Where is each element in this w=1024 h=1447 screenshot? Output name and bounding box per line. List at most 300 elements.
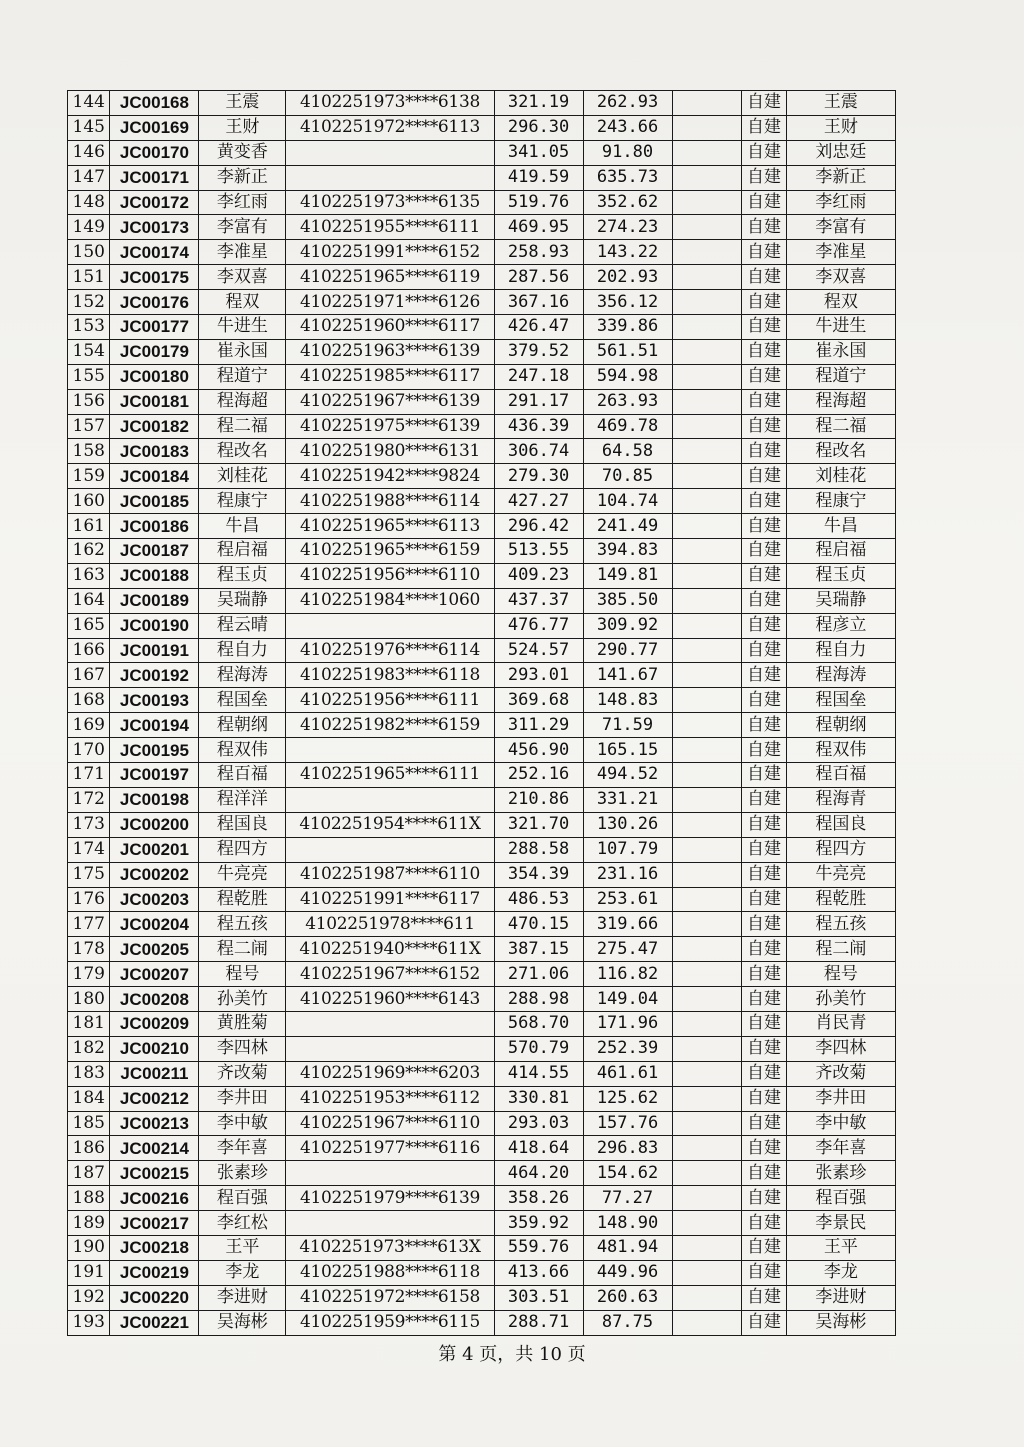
row-number-cell: 188 bbox=[68, 1186, 110, 1211]
area-value-2-cell: 481.94 bbox=[583, 1235, 672, 1260]
owner-name-cell: 刘忠廷 bbox=[786, 140, 895, 165]
owner-name-cell: 程国垒 bbox=[786, 688, 895, 713]
record-code-cell: JC00197 bbox=[110, 763, 199, 788]
area-value-2-cell: 309.92 bbox=[583, 613, 672, 638]
row-number-cell: 145 bbox=[68, 115, 110, 140]
construction-type-cell: 自建 bbox=[742, 1310, 786, 1335]
construction-type-cell: 自建 bbox=[742, 663, 786, 688]
area-value-1-cell: 247.18 bbox=[494, 364, 583, 389]
row-number-cell: 160 bbox=[68, 489, 110, 514]
applicant-name-cell: 程五孩 bbox=[199, 912, 286, 937]
area-value-2-cell: 107.79 bbox=[583, 837, 672, 862]
owner-name-cell: 程乾胜 bbox=[786, 887, 895, 912]
table-row bbox=[68, 1086, 896, 1111]
area-value-2-cell: 116.82 bbox=[583, 962, 672, 987]
table-row bbox=[68, 1186, 896, 1211]
id-number-cell: 4102251976****6114 bbox=[286, 638, 494, 663]
blank-cell bbox=[672, 1136, 742, 1161]
table-row bbox=[68, 539, 896, 564]
row-number-cell: 168 bbox=[68, 688, 110, 713]
row-number-cell: 171 bbox=[68, 763, 110, 788]
id-number-cell: 4102251973****6135 bbox=[286, 190, 494, 215]
blank-cell bbox=[672, 115, 742, 140]
id-number-cell: 4102251940****611X bbox=[286, 937, 494, 962]
row-number-cell: 182 bbox=[68, 1036, 110, 1061]
id-number-cell: 4102251942****9824 bbox=[286, 464, 494, 489]
area-value-2-cell: 149.04 bbox=[583, 987, 672, 1012]
record-code-cell: JC00173 bbox=[110, 215, 199, 240]
id-number-cell: 4102251956****6111 bbox=[286, 688, 494, 713]
applicant-name-cell: 李富有 bbox=[199, 215, 286, 240]
id-number-cell: 4102251985****6117 bbox=[286, 364, 494, 389]
area-value-2-cell: 104.74 bbox=[583, 489, 672, 514]
area-value-1-cell: 486.53 bbox=[494, 887, 583, 912]
blank-cell bbox=[672, 190, 742, 215]
area-value-2-cell: 165.15 bbox=[583, 738, 672, 763]
table-row bbox=[68, 315, 896, 340]
construction-type-cell: 自建 bbox=[742, 1061, 786, 1086]
row-number-cell: 187 bbox=[68, 1161, 110, 1186]
applicant-name-cell: 程号 bbox=[199, 962, 286, 987]
construction-type-cell: 自建 bbox=[742, 1136, 786, 1161]
area-value-2-cell: 157.76 bbox=[583, 1111, 672, 1136]
table-row bbox=[68, 1036, 896, 1061]
blank-cell bbox=[672, 713, 742, 738]
construction-type-cell: 自建 bbox=[742, 812, 786, 837]
owner-name-cell: 程五孩 bbox=[786, 912, 895, 937]
construction-type-cell: 自建 bbox=[742, 240, 786, 265]
area-value-1-cell: 296.42 bbox=[494, 514, 583, 539]
blank-cell bbox=[672, 812, 742, 837]
row-number-cell: 156 bbox=[68, 389, 110, 414]
owner-name-cell: 李双喜 bbox=[786, 265, 895, 290]
table-row bbox=[68, 738, 896, 763]
area-value-1-cell: 379.52 bbox=[494, 339, 583, 364]
table-row bbox=[68, 91, 896, 116]
construction-type-cell: 自建 bbox=[742, 514, 786, 539]
area-value-1-cell: 436.39 bbox=[494, 414, 583, 439]
area-value-2-cell: 594.98 bbox=[583, 364, 672, 389]
applicant-name-cell: 程二闹 bbox=[199, 937, 286, 962]
owner-name-cell: 张素珍 bbox=[786, 1161, 895, 1186]
row-number-cell: 164 bbox=[68, 588, 110, 613]
blank-cell bbox=[672, 1310, 742, 1335]
construction-type-cell: 自建 bbox=[742, 1186, 786, 1211]
id-number-cell: 4102251975****6139 bbox=[286, 414, 494, 439]
table-row bbox=[68, 514, 896, 539]
area-value-1-cell: 359.92 bbox=[494, 1211, 583, 1236]
applicant-name-cell: 程云晴 bbox=[199, 613, 286, 638]
owner-name-cell: 王财 bbox=[786, 115, 895, 140]
owner-name-cell: 李景民 bbox=[786, 1211, 895, 1236]
record-code-cell: JC00201 bbox=[110, 837, 199, 862]
area-value-1-cell: 330.81 bbox=[494, 1086, 583, 1111]
row-number-cell: 148 bbox=[68, 190, 110, 215]
blank-cell bbox=[672, 887, 742, 912]
area-value-2-cell: 260.63 bbox=[583, 1285, 672, 1310]
blank-cell bbox=[672, 862, 742, 887]
record-code-cell: JC00211 bbox=[110, 1061, 199, 1086]
owner-name-cell: 程双 bbox=[786, 290, 895, 315]
applicant-name-cell: 程百福 bbox=[199, 763, 286, 788]
area-value-1-cell: 456.90 bbox=[494, 738, 583, 763]
owner-name-cell: 程朝纲 bbox=[786, 713, 895, 738]
id-number-cell: 4102251973****6138 bbox=[286, 91, 494, 116]
row-number-cell: 176 bbox=[68, 887, 110, 912]
table-row bbox=[68, 787, 896, 812]
owner-name-cell: 吴瑞静 bbox=[786, 588, 895, 613]
construction-type-cell: 自建 bbox=[742, 763, 786, 788]
owner-name-cell: 牛进生 bbox=[786, 315, 895, 340]
record-code-cell: JC00220 bbox=[110, 1285, 199, 1310]
record-code-cell: JC00212 bbox=[110, 1086, 199, 1111]
area-value-2-cell: 461.61 bbox=[583, 1061, 672, 1086]
id-number-cell: 4102251965****6111 bbox=[286, 763, 494, 788]
applicant-name-cell: 程双 bbox=[199, 290, 286, 315]
blank-cell bbox=[672, 738, 742, 763]
table-row bbox=[68, 987, 896, 1012]
row-number-cell: 154 bbox=[68, 339, 110, 364]
applicant-name-cell: 李红松 bbox=[199, 1211, 286, 1236]
applicant-name-cell: 程启福 bbox=[199, 539, 286, 564]
area-value-2-cell: 148.90 bbox=[583, 1211, 672, 1236]
blank-cell bbox=[672, 987, 742, 1012]
owner-name-cell: 李红雨 bbox=[786, 190, 895, 215]
area-value-2-cell: 130.26 bbox=[583, 812, 672, 837]
area-value-2-cell: 469.78 bbox=[583, 414, 672, 439]
area-value-2-cell: 263.93 bbox=[583, 389, 672, 414]
area-value-1-cell: 418.64 bbox=[494, 1136, 583, 1161]
table-body bbox=[68, 91, 896, 1336]
table-row bbox=[68, 1310, 896, 1335]
construction-type-cell: 自建 bbox=[742, 1111, 786, 1136]
area-value-2-cell: 202.93 bbox=[583, 265, 672, 290]
applicant-name-cell: 崔永国 bbox=[199, 339, 286, 364]
record-code-cell: JC00207 bbox=[110, 962, 199, 987]
construction-type-cell: 自建 bbox=[742, 165, 786, 190]
record-code-cell: JC00169 bbox=[110, 115, 199, 140]
area-value-1-cell: 288.58 bbox=[494, 837, 583, 862]
owner-name-cell: 程海涛 bbox=[786, 663, 895, 688]
area-value-2-cell: 243.66 bbox=[583, 115, 672, 140]
row-number-cell: 178 bbox=[68, 937, 110, 962]
owner-name-cell: 崔永国 bbox=[786, 339, 895, 364]
construction-type-cell: 自建 bbox=[742, 414, 786, 439]
applicant-name-cell: 吴瑞静 bbox=[199, 588, 286, 613]
area-value-1-cell: 513.55 bbox=[494, 539, 583, 564]
area-value-2-cell: 154.62 bbox=[583, 1161, 672, 1186]
construction-type-cell: 自建 bbox=[742, 1011, 786, 1036]
table-row bbox=[68, 613, 896, 638]
applicant-name-cell: 李中敏 bbox=[199, 1111, 286, 1136]
row-number-cell: 179 bbox=[68, 962, 110, 987]
area-value-1-cell: 321.70 bbox=[494, 812, 583, 837]
area-value-1-cell: 303.51 bbox=[494, 1285, 583, 1310]
table-row bbox=[68, 1061, 896, 1086]
id-number-cell: 4102251980****6131 bbox=[286, 439, 494, 464]
table-row bbox=[68, 663, 896, 688]
blank-cell bbox=[672, 464, 742, 489]
area-value-2-cell: 385.50 bbox=[583, 588, 672, 613]
construction-type-cell: 自建 bbox=[742, 738, 786, 763]
area-value-1-cell: 288.98 bbox=[494, 987, 583, 1012]
applicant-name-cell: 程洋洋 bbox=[199, 787, 286, 812]
id-number-cell: 4102251991****6152 bbox=[286, 240, 494, 265]
applicant-name-cell: 孙美竹 bbox=[199, 987, 286, 1012]
area-value-2-cell: 319.66 bbox=[583, 912, 672, 937]
row-number-cell: 161 bbox=[68, 514, 110, 539]
id-number-cell bbox=[286, 165, 494, 190]
table-row bbox=[68, 837, 896, 862]
owner-name-cell: 程二闹 bbox=[786, 937, 895, 962]
id-number-cell bbox=[286, 837, 494, 862]
row-number-cell: 180 bbox=[68, 987, 110, 1012]
area-value-2-cell: 148.83 bbox=[583, 688, 672, 713]
record-code-cell: JC00209 bbox=[110, 1011, 199, 1036]
id-number-cell: 4102251984****1060 bbox=[286, 588, 494, 613]
owner-name-cell: 程二福 bbox=[786, 414, 895, 439]
id-number-cell: 4102251967****6110 bbox=[286, 1111, 494, 1136]
owner-name-cell: 李富有 bbox=[786, 215, 895, 240]
table-row bbox=[68, 1136, 896, 1161]
area-value-1-cell: 427.27 bbox=[494, 489, 583, 514]
owner-name-cell: 吴海彬 bbox=[786, 1310, 895, 1335]
id-number-cell: 4102251969****6203 bbox=[286, 1061, 494, 1086]
applicant-name-cell: 李双喜 bbox=[199, 265, 286, 290]
table-row bbox=[68, 165, 896, 190]
construction-type-cell: 自建 bbox=[742, 91, 786, 116]
owner-name-cell: 齐改菊 bbox=[786, 1061, 895, 1086]
table-row bbox=[68, 1260, 896, 1285]
id-number-cell: 4102251972****6113 bbox=[286, 115, 494, 140]
id-number-cell bbox=[286, 787, 494, 812]
record-code-cell: JC00208 bbox=[110, 987, 199, 1012]
construction-type-cell: 自建 bbox=[742, 439, 786, 464]
area-value-1-cell: 287.56 bbox=[494, 265, 583, 290]
id-number-cell: 4102251965****6159 bbox=[286, 539, 494, 564]
area-value-1-cell: 524.57 bbox=[494, 638, 583, 663]
construction-type-cell: 自建 bbox=[742, 613, 786, 638]
blank-cell bbox=[672, 240, 742, 265]
applicant-name-cell: 李龙 bbox=[199, 1260, 286, 1285]
area-value-2-cell: 64.58 bbox=[583, 439, 672, 464]
area-value-1-cell: 293.01 bbox=[494, 663, 583, 688]
blank-cell bbox=[672, 837, 742, 862]
blank-cell bbox=[672, 1011, 742, 1036]
blank-cell bbox=[672, 688, 742, 713]
area-value-1-cell: 367.16 bbox=[494, 290, 583, 315]
owner-name-cell: 程国良 bbox=[786, 812, 895, 837]
blank-cell bbox=[672, 165, 742, 190]
record-code-cell: JC00179 bbox=[110, 339, 199, 364]
id-number-cell: 4102251963****6139 bbox=[286, 339, 494, 364]
area-value-1-cell: 311.29 bbox=[494, 713, 583, 738]
construction-type-cell: 自建 bbox=[742, 1036, 786, 1061]
area-value-1-cell: 291.17 bbox=[494, 389, 583, 414]
construction-type-cell: 自建 bbox=[742, 588, 786, 613]
record-code-cell: JC00172 bbox=[110, 190, 199, 215]
area-value-1-cell: 464.20 bbox=[494, 1161, 583, 1186]
table-row bbox=[68, 290, 896, 315]
table-row bbox=[68, 1161, 896, 1186]
row-number-cell: 165 bbox=[68, 613, 110, 638]
blank-cell bbox=[672, 1161, 742, 1186]
row-number-cell: 175 bbox=[68, 862, 110, 887]
construction-type-cell: 自建 bbox=[742, 787, 786, 812]
area-value-1-cell: 559.76 bbox=[494, 1235, 583, 1260]
row-number-cell: 177 bbox=[68, 912, 110, 937]
id-number-cell: 4102251965****6113 bbox=[286, 514, 494, 539]
record-code-cell: JC00218 bbox=[110, 1235, 199, 1260]
area-value-2-cell: 87.75 bbox=[583, 1310, 672, 1335]
row-number-cell: 163 bbox=[68, 563, 110, 588]
applicant-name-cell: 王震 bbox=[199, 91, 286, 116]
area-value-1-cell: 437.37 bbox=[494, 588, 583, 613]
record-code-cell: JC00204 bbox=[110, 912, 199, 937]
housing-register-table bbox=[67, 90, 896, 1336]
blank-cell bbox=[672, 539, 742, 564]
area-value-2-cell: 561.51 bbox=[583, 339, 672, 364]
table-row bbox=[68, 389, 896, 414]
applicant-name-cell: 程改名 bbox=[199, 439, 286, 464]
id-number-cell: 4102251982****6159 bbox=[286, 713, 494, 738]
construction-type-cell: 自建 bbox=[742, 190, 786, 215]
table-row bbox=[68, 414, 896, 439]
blank-cell bbox=[672, 290, 742, 315]
blank-cell bbox=[672, 414, 742, 439]
table-row bbox=[68, 912, 896, 937]
area-value-1-cell: 568.70 bbox=[494, 1011, 583, 1036]
record-code-cell: JC00182 bbox=[110, 414, 199, 439]
area-value-2-cell: 70.85 bbox=[583, 464, 672, 489]
applicant-name-cell: 黄变香 bbox=[199, 140, 286, 165]
id-number-cell bbox=[286, 140, 494, 165]
row-number-cell: 167 bbox=[68, 663, 110, 688]
owner-name-cell: 李准星 bbox=[786, 240, 895, 265]
owner-name-cell: 牛亮亮 bbox=[786, 862, 895, 887]
table-row bbox=[68, 713, 896, 738]
area-value-1-cell: 296.30 bbox=[494, 115, 583, 140]
id-number-cell: 4102251978****611 bbox=[286, 912, 494, 937]
area-value-1-cell: 469.95 bbox=[494, 215, 583, 240]
applicant-name-cell: 程二福 bbox=[199, 414, 286, 439]
area-value-1-cell: 426.47 bbox=[494, 315, 583, 340]
record-code-cell: JC00205 bbox=[110, 937, 199, 962]
area-value-2-cell: 253.61 bbox=[583, 887, 672, 912]
applicant-name-cell: 程海超 bbox=[199, 389, 286, 414]
row-number-cell: 149 bbox=[68, 215, 110, 240]
construction-type-cell: 自建 bbox=[742, 638, 786, 663]
blank-cell bbox=[672, 389, 742, 414]
construction-type-cell: 自建 bbox=[742, 265, 786, 290]
area-value-1-cell: 210.86 bbox=[494, 787, 583, 812]
row-number-cell: 192 bbox=[68, 1285, 110, 1310]
area-value-1-cell: 369.68 bbox=[494, 688, 583, 713]
area-value-1-cell: 271.06 bbox=[494, 962, 583, 987]
applicant-name-cell: 王财 bbox=[199, 115, 286, 140]
record-code-cell: JC00174 bbox=[110, 240, 199, 265]
area-value-1-cell: 419.59 bbox=[494, 165, 583, 190]
blank-cell bbox=[672, 91, 742, 116]
applicant-name-cell: 黄胜菊 bbox=[199, 1011, 286, 1036]
construction-type-cell: 自建 bbox=[742, 937, 786, 962]
record-code-cell: JC00184 bbox=[110, 464, 199, 489]
applicant-name-cell: 程双伟 bbox=[199, 738, 286, 763]
area-value-1-cell: 354.39 bbox=[494, 862, 583, 887]
id-number-cell: 4102251979****6139 bbox=[286, 1186, 494, 1211]
record-code-cell: JC00198 bbox=[110, 787, 199, 812]
area-value-2-cell: 141.67 bbox=[583, 663, 672, 688]
row-number-cell: 157 bbox=[68, 414, 110, 439]
area-value-1-cell: 387.15 bbox=[494, 937, 583, 962]
record-code-cell: JC00175 bbox=[110, 265, 199, 290]
table-row bbox=[68, 937, 896, 962]
record-code-cell: JC00177 bbox=[110, 315, 199, 340]
applicant-name-cell: 程乾胜 bbox=[199, 887, 286, 912]
applicant-name-cell: 李进财 bbox=[199, 1285, 286, 1310]
construction-type-cell: 自建 bbox=[742, 315, 786, 340]
row-number-cell: 150 bbox=[68, 240, 110, 265]
area-value-1-cell: 306.74 bbox=[494, 439, 583, 464]
owner-name-cell: 程彦立 bbox=[786, 613, 895, 638]
record-code-cell: JC00180 bbox=[110, 364, 199, 389]
record-code-cell: JC00195 bbox=[110, 738, 199, 763]
id-number-cell: 4102251971****6126 bbox=[286, 290, 494, 315]
area-value-2-cell: 290.77 bbox=[583, 638, 672, 663]
table-row bbox=[68, 563, 896, 588]
area-value-1-cell: 258.93 bbox=[494, 240, 583, 265]
record-code-cell: JC00168 bbox=[110, 91, 199, 116]
owner-name-cell: 程改名 bbox=[786, 439, 895, 464]
table-row bbox=[68, 1211, 896, 1236]
area-value-1-cell: 413.66 bbox=[494, 1260, 583, 1285]
blank-cell bbox=[672, 140, 742, 165]
construction-type-cell: 自建 bbox=[742, 962, 786, 987]
table-row bbox=[68, 464, 896, 489]
row-number-cell: 144 bbox=[68, 91, 110, 116]
construction-type-cell: 自建 bbox=[742, 539, 786, 564]
blank-cell bbox=[672, 489, 742, 514]
table-row bbox=[68, 763, 896, 788]
id-number-cell bbox=[286, 1211, 494, 1236]
record-code-cell: JC00200 bbox=[110, 812, 199, 837]
record-code-cell: JC00176 bbox=[110, 290, 199, 315]
blank-cell bbox=[672, 937, 742, 962]
applicant-name-cell: 齐改菊 bbox=[199, 1061, 286, 1086]
blank-cell bbox=[672, 1036, 742, 1061]
row-number-cell: 183 bbox=[68, 1061, 110, 1086]
row-number-cell: 184 bbox=[68, 1086, 110, 1111]
id-number-cell: 4102251977****6116 bbox=[286, 1136, 494, 1161]
row-number-cell: 155 bbox=[68, 364, 110, 389]
record-code-cell: JC00213 bbox=[110, 1111, 199, 1136]
record-code-cell: JC00185 bbox=[110, 489, 199, 514]
construction-type-cell: 自建 bbox=[742, 713, 786, 738]
record-code-cell: JC00217 bbox=[110, 1211, 199, 1236]
id-number-cell bbox=[286, 1036, 494, 1061]
record-code-cell: JC00215 bbox=[110, 1161, 199, 1186]
record-code-cell: JC00214 bbox=[110, 1136, 199, 1161]
row-number-cell: 166 bbox=[68, 638, 110, 663]
id-number-cell bbox=[286, 1011, 494, 1036]
owner-name-cell: 李进财 bbox=[786, 1285, 895, 1310]
blank-cell bbox=[672, 613, 742, 638]
applicant-name-cell: 程道宁 bbox=[199, 364, 286, 389]
construction-type-cell: 自建 bbox=[742, 1161, 786, 1186]
owner-name-cell: 刘桂花 bbox=[786, 464, 895, 489]
id-number-cell: 4102251967****6139 bbox=[286, 389, 494, 414]
table-row bbox=[68, 265, 896, 290]
